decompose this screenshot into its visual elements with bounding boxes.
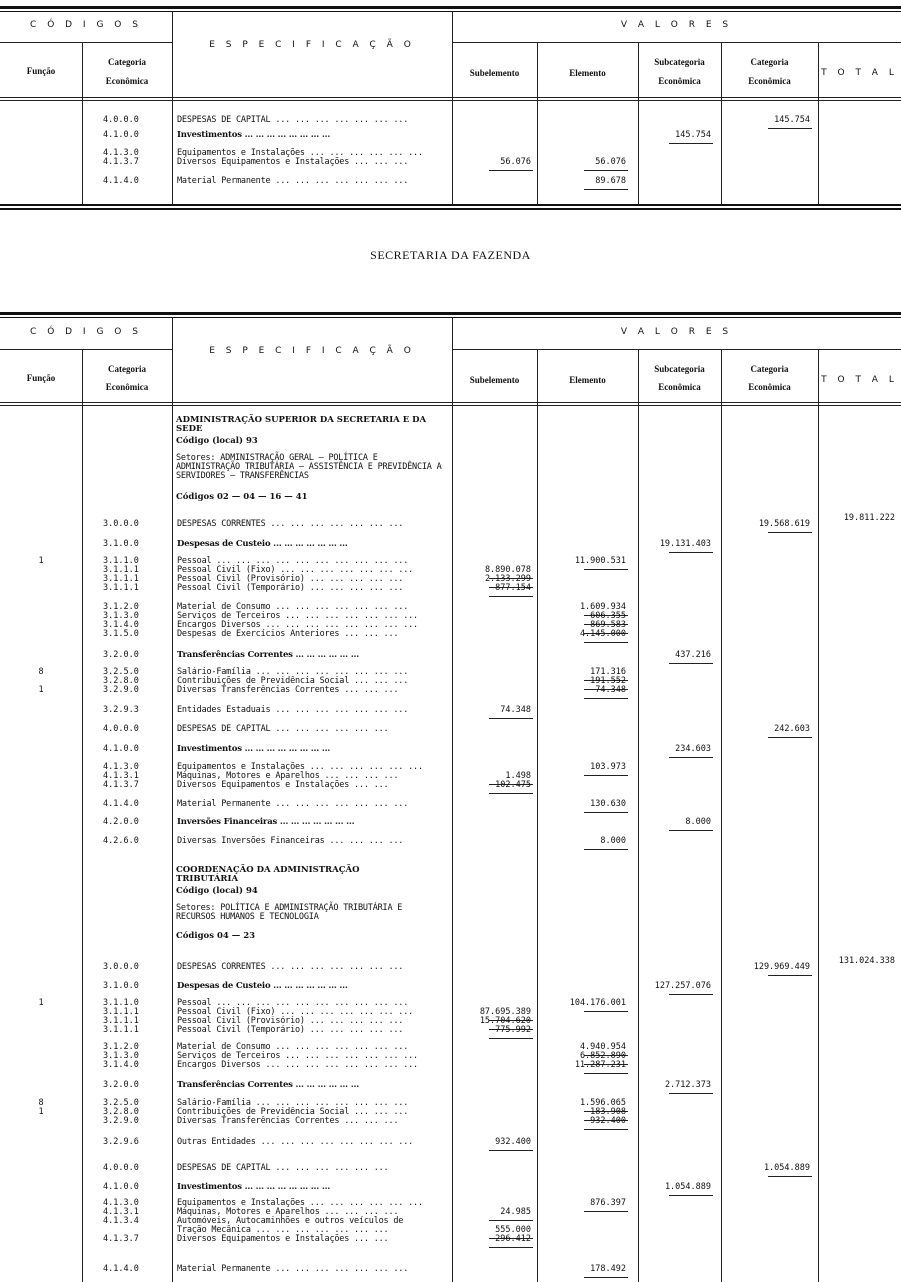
elemento-header: Elemento (569, 68, 606, 78)
t2-row-elem: 4.145.000 (579, 629, 626, 639)
elemento-header: Elemento (569, 375, 606, 385)
t2-row-elem: 11.900.531 (574, 556, 626, 566)
t2b-row-cat: 4.1.3.0 (103, 1198, 139, 1208)
t1-v2 (172, 12, 173, 204)
t2-row-sub: 2.133.299 (484, 574, 531, 584)
t2-row-cat: 3.1.3.0 (103, 611, 139, 621)
t2b-row-elem: 1.596.065 (579, 1098, 626, 1108)
t1-row-spec: Material Permanente ... ... ... ... ... ... ... (177, 176, 409, 186)
t1-row-underline (768, 128, 812, 129)
t2b-row-func: 1 (38, 998, 44, 1008)
t2-row-cat: 3.2.8.0 (103, 676, 139, 686)
t2-row-subcat: 19.131.403 (659, 539, 711, 549)
t2b-row-spec: Contribuições de Previdência Social ... ... ... (177, 1107, 409, 1117)
table2-top-rule (0, 312, 901, 315)
t1-v1 (82, 42, 83, 204)
t1-row-sub: 56.076 (500, 157, 531, 167)
t2-row-elem: 1.609.934 (579, 602, 626, 612)
t2-row-underline (584, 849, 628, 850)
t2-row-underline (768, 532, 812, 533)
t2-row-elem: 171.316 (590, 667, 626, 677)
t2-v4 (537, 349, 538, 1282)
valores-header: V A L O R E S (620, 20, 733, 30)
t2b-row-underline (489, 1038, 533, 1039)
t2-row-spec: Máquinas, Motores e Aparelhos ... ... ... ... (177, 771, 399, 781)
t2b-row-underline (768, 975, 812, 976)
t2-row-cat: 3.0.0.0 (103, 519, 139, 529)
t2b-row-underline (489, 1247, 533, 1248)
t2-row-cat: 4.1.4.0 (103, 799, 139, 809)
t2-row-cat: 4.1.3.0 (103, 762, 139, 772)
t2b-row-elem: 932.400 (590, 1116, 626, 1126)
block2-title: COORDENAÇÃO DA ADMINISTRAÇÃO TRIBUTÁRIA (176, 865, 360, 884)
t2b-row-subcat: 1.054.889 (664, 1182, 711, 1192)
table1-bottom-rule (0, 204, 901, 206)
subelemento-header: Subelemento (469, 375, 520, 385)
t2-row-spec: Diversas Inversões Financeiras ... ... ... ... (177, 836, 404, 846)
t2-row-elem: 8.000 (600, 836, 626, 846)
t2b-row-underline (669, 1093, 713, 1094)
t2b-row-subcat: 2.712.373 (664, 1080, 711, 1090)
t2-row-spec: DESPESAS CORRENTES ... ... ... ... ... ... ... (177, 519, 404, 529)
codigos-divider (0, 42, 172, 43)
t2b-row-spec: Pessoal Civil (Temporário) ... ... ... ... ... (177, 1025, 404, 1035)
t2b-row-underline (768, 1176, 812, 1177)
t1-row-spec: Investimentos ... ... ... ... ... ... ... ... (177, 130, 331, 140)
t2-row-spec: Pessoal Civil (Fixo) ... ... ... ... ... ... ... (177, 565, 414, 575)
t2b-row-cat: 3.1.2.0 (103, 1042, 139, 1052)
t1-row-underline (584, 189, 628, 190)
block1-codigo-local: Código (local) 93 (176, 436, 258, 446)
t2b-row-cat: 3.1.3.0 (103, 1051, 139, 1061)
t2-row-spec: Transferências Correntes ... ... ... ... ... ... (177, 650, 359, 660)
t2-row-cat: 3.1.4.0 (103, 620, 139, 630)
t2b-row-cat: 3.1.1.1 (103, 1007, 139, 1017)
t1-row-elem: 56.076 (595, 157, 626, 167)
t1-row-subcat: 145.754 (675, 130, 711, 140)
t2-row-elem: 74.348 (595, 685, 626, 695)
t2-row-elem: 606.355 (590, 611, 626, 621)
valores-divider (452, 349, 901, 350)
t2-v6 (721, 349, 722, 1282)
t2b-row-elem: 4.940.954 (579, 1042, 626, 1052)
t2b-row-spec: Outras Entidades ... ... ... ... ... ... ... ... (177, 1137, 414, 1147)
t2b-row-cat: 4.1.3.4 (103, 1216, 139, 1226)
categoria-valor-header: Categoria (750, 364, 789, 374)
section-title: SECRETARIA DA FAZENDA (370, 248, 531, 262)
valores-header: V A L O R E S (620, 327, 733, 337)
t1-row-underline (584, 170, 628, 171)
t2b-row-sub: 555.000 (495, 1225, 531, 1235)
block2-setores: Setores: POLÍTICA E ADMINISTRAÇÃO TRIBUTÁRIA E RECURSOS HUMANOS E TECNOLOGIA (176, 903, 403, 922)
t2-row-cat: 3.2.9.3 (103, 705, 139, 715)
t2-row-spec: Despesas de Exercícios Anteriores ... ... ... (177, 629, 399, 639)
t2-row-underline (489, 793, 533, 794)
t2-row-cat: 3.1.1.1 (103, 565, 139, 575)
categoria-header: Categoria (108, 57, 146, 67)
t2b-row-spec: Pessoal ... ... ... ... ... ... ... ... ... ... (177, 998, 409, 1008)
t2b-row-cat: 4.1.3.1 (103, 1207, 139, 1217)
t1-row-spec: Diversos Equipamentos e Instalações ... ... ... (177, 157, 409, 167)
t1-row-cat: 4.1.3.0 (103, 148, 139, 158)
especificacao-header: E S P E C I F I C A Ç Ã O (209, 346, 415, 356)
t2b-row-catv: 129.969.449 (753, 962, 810, 972)
t1-row-elem: 89.678 (595, 176, 626, 186)
t2b-row-cat: 3.2.9.6 (103, 1137, 139, 1147)
t1-row-underline (489, 170, 533, 171)
t2b-row-sub: 87.695.389 (479, 1007, 531, 1017)
t2-row-underline (584, 698, 628, 699)
t1-row-spec: Equipamentos e Instalações ... ... ... ... ... ... (177, 148, 423, 158)
t2-row-cat: 3.1.0.0 (103, 539, 139, 549)
t2b-row-underline (584, 1211, 628, 1212)
t2-row-func: 1 (38, 556, 44, 566)
block1-setores: Setores: ADMINISTRAÇÃO GERAL — POLÍTICA E ADMINISTRAÇÃO TRIBUTÁRIA — ASSISTÊNCIA E PREVIDÊNCIA A SERVIDORES — TRANSFERÊNCIAS (176, 453, 442, 481)
t2-row-cat: 3.1.5.0 (103, 629, 139, 639)
t2-row-cat: 4.1.3.7 (103, 780, 139, 790)
t1-v7 (818, 42, 819, 204)
t2b-row-spec: Investimentos ... ... ... ... ... ... ... ... (177, 1182, 331, 1192)
t1-row-cat: 4.0.0.0 (103, 115, 139, 125)
subcategoria-header: Subcategoria (654, 57, 705, 67)
t2-row-spec: Investimentos ... ... ... ... ... ... ... ... (177, 744, 331, 754)
t2-row-spec: Encargos Diversos ... ... ... ... ... ... ... ... (177, 620, 418, 630)
funcao-header: Função (26, 66, 56, 76)
t2-row-cat: 3.2.5.0 (103, 667, 139, 677)
t1-v4 (537, 42, 538, 204)
t2-row-spec: Material Permanente ... ... ... ... ... ... ... (177, 799, 409, 809)
t2b-row-elem: 183.908 (590, 1107, 626, 1117)
t2b-row-func: 8 (38, 1098, 44, 1108)
t1-row-cat: 4.1.3.7 (103, 157, 139, 167)
t2b-row-spec: Equipamentos e Instalações ... ... ... ... ... ... (177, 1198, 423, 1208)
t2b-row-spec: Serviços de Terceiros ... ... ... ... ... ... ... (177, 1051, 418, 1061)
t2b-row-spec: Despesas de Custeio ... ... ... ... ... ... ... (177, 981, 348, 991)
t2-row-spec: Despesas de Custeio ... ... ... ... ... ... ... (177, 539, 348, 549)
t2-row-spec: Contribuições de Previdência Social ... ... ... (177, 676, 409, 686)
t2b-row-elem: 876.397 (590, 1198, 626, 1208)
t2-row-sub: 877.154 (495, 583, 531, 593)
categoria-header-2: Econômica (105, 76, 149, 86)
t2b-row-spec: Material de Consumo ... ... ... ... ... ... ... (177, 1042, 409, 1052)
categoria-valor-header-2: Econômica (748, 76, 791, 86)
t2b-row-spec: Tração Mecânica ... ... ... ... ... ... ... (177, 1225, 389, 1235)
t2-row-underline (489, 596, 533, 597)
t2b-row-spec: Diversas Transferências Correntes ... ... ... (177, 1116, 399, 1126)
funcao-header: Função (26, 373, 56, 383)
t2-row-cat: 4.1.3.1 (103, 771, 139, 781)
t2b-row-spec: Máquinas, Motores e Aparelhos ... ... ... ... (177, 1207, 399, 1217)
subcategoria-header-2: Econômica (658, 76, 701, 86)
categoria-valor-header-2: Econômica (748, 382, 791, 392)
t2b-row-underline (489, 1150, 533, 1151)
t2b-row-cat: 3.1.1.1 (103, 1025, 139, 1035)
t2b-row-elem: 11.287.231 (574, 1060, 626, 1070)
t2b-row-spec: DESPESAS DE CAPITAL ... ... ... ... ... ... (177, 1163, 389, 1173)
t2b-row-underline (669, 1195, 713, 1196)
t2-row-spec: Equipamentos e Instalações ... ... ... ... ... ... (177, 762, 423, 772)
t2-row-cat: 4.1.0.0 (103, 744, 139, 754)
t2b-row-sub: 775.992 (495, 1025, 531, 1035)
t2-row-underline (669, 830, 713, 831)
t2-row-sub: 102.475 (495, 780, 531, 790)
t2-row-spec: Inversões Financeiras ... ... ... ... ... ... ... (177, 817, 355, 827)
codigos-header: C Ó D I G O S (30, 20, 142, 30)
t2b-row-spec: Automóveis, Autocaminhões e outros veículos de (177, 1216, 404, 1226)
t2-row-cat: 4.2.0.0 (103, 817, 139, 827)
t2-row-subcat: 437.216 (675, 650, 711, 660)
t2b-row-total: 131.024.338 (838, 956, 895, 966)
t2b-row-cat: 4.0.0.0 (103, 1163, 139, 1173)
t2b-row-cat: 3.1.1.0 (103, 998, 139, 1008)
t2b-row-func: 1 (38, 1107, 44, 1117)
t2-row-cat: 4.0.0.0 (103, 724, 139, 734)
t2-row-cat: 3.1.1.1 (103, 574, 139, 584)
t2-row-underline (584, 642, 628, 643)
categoria-header: Categoria (108, 364, 146, 374)
t2-row-underline (584, 569, 628, 570)
t2b-row-spec: Diversos Equipamentos e Instalações ... ... (177, 1234, 389, 1244)
t2b-row-underline (584, 1011, 628, 1012)
t2-v2 (172, 318, 173, 1282)
total-header: T O T A L (821, 68, 898, 78)
t2-row-func: 8 (38, 667, 44, 677)
t2b-row-underline (489, 1220, 533, 1221)
t2b-row-elem: 178.492 (590, 1264, 626, 1274)
t2-v5 (638, 349, 639, 1282)
t2-v1 (82, 349, 83, 1282)
t2b-row-cat: 4.1.4.0 (103, 1264, 139, 1274)
table2-header-bottom-2 (0, 405, 901, 406)
subcategoria-header: Subcategoria (654, 364, 705, 374)
t1-row-catv: 145.754 (774, 115, 810, 125)
t1-v3 (452, 12, 453, 204)
t2b-row-spec: Pessoal Civil (Provisório) ... ... ... ... ... (177, 1016, 404, 1026)
t2b-row-underline (584, 1073, 628, 1074)
table1-bottom-rule-2 (0, 208, 901, 210)
codigos-header: C Ó D I G O S (30, 327, 142, 337)
subelemento-header: Subelemento (469, 68, 520, 78)
t2-row-cat: 3.2.9.0 (103, 685, 139, 695)
table1-header-bottom-2 (0, 100, 901, 101)
t2-row-elem: 130.630 (590, 799, 626, 809)
t2-row-spec: DESPESAS DE CAPITAL ... ... ... ... ... ... (177, 724, 389, 734)
t2-row-spec: Salário-Família ... ... ... ... ... ... ... ... (177, 667, 409, 677)
t2-row-spec: Pessoal ... ... ... ... ... ... ... ... ... ... (177, 556, 409, 566)
t2b-row-cat: 4.1.3.7 (103, 1234, 139, 1244)
t2b-row-cat: 4.1.0.0 (103, 1182, 139, 1192)
t2-v3 (452, 318, 453, 1282)
block2-codigos: Códigos 04 — 23 (176, 931, 256, 941)
t2b-row-catv: 1.054.889 (763, 1163, 810, 1173)
especificacao-header: E S P E C I F I C A Ç Ã O (209, 40, 415, 50)
valores-divider (452, 42, 901, 43)
t2-row-underline (584, 812, 628, 813)
table1-top-rule (0, 6, 901, 9)
t2b-row-cat: 3.0.0.0 (103, 962, 139, 972)
t2b-row-sub: 932.400 (495, 1137, 531, 1147)
t2-row-spec: Serviços de Terceiros ... ... ... ... ... ... ... (177, 611, 418, 621)
t1-row-cat: 4.1.0.0 (103, 130, 139, 140)
t2-row-cat: 3.1.1.0 (103, 556, 139, 566)
t2b-row-underline (669, 994, 713, 995)
total-header: T O T A L (821, 375, 898, 385)
t2-row-underline (584, 775, 628, 776)
t2-row-cat: 3.1.1.1 (103, 583, 139, 593)
t2-row-spec: Diversos Equipamentos e Instalações ... ... (177, 780, 389, 790)
table2-top-rule-2 (0, 317, 901, 318)
t2-row-underline (669, 663, 713, 664)
t2-row-spec: Material de Consumo ... ... ... ... ... ... ... (177, 602, 409, 612)
t2b-row-cat: 3.1.0.0 (103, 981, 139, 991)
t2-row-spec: Pessoal Civil (Temporário) ... ... ... ... ... (177, 583, 404, 593)
t2b-row-cat: 3.1.1.1 (103, 1016, 139, 1026)
t2b-row-underline (584, 1129, 628, 1130)
t1-v6 (721, 42, 722, 204)
t2b-row-cat: 3.2.9.0 (103, 1116, 139, 1126)
t2-row-subcat: 234.603 (675, 744, 711, 754)
block1-title: ADMINISTRAÇÃO SUPERIOR DA SECRETARIA E DA SEDE (176, 415, 427, 434)
t2-row-cat: 4.2.6.0 (103, 836, 139, 846)
t2-row-elem: 103.973 (590, 762, 626, 772)
t2-row-underline (669, 757, 713, 758)
t2-row-subcat: 8.000 (685, 817, 711, 827)
t2b-row-spec: Encargos Diversos ... ... ... ... ... ... ... ... (177, 1060, 418, 1070)
t2b-row-cat: 3.2.8.0 (103, 1107, 139, 1117)
t2b-row-sub: 296.412 (495, 1234, 531, 1244)
t2-row-cat: 3.2.0.0 (103, 650, 139, 660)
t2-row-cat: 3.1.2.0 (103, 602, 139, 612)
t2b-row-cat: 3.2.5.0 (103, 1098, 139, 1108)
t2b-row-underline (584, 1277, 628, 1278)
t2-row-underline (669, 552, 713, 553)
t2-row-elem: 191.552 (590, 676, 626, 686)
t2-row-spec: Diversas Transferências Correntes ... ... ... (177, 685, 399, 695)
t2b-row-spec: Transferências Correntes ... ... ... ... ... ... (177, 1080, 359, 1090)
t2b-row-spec: DESPESAS CORRENTES ... ... ... ... ... ... ... (177, 962, 404, 972)
t2b-row-elem: 104.176.001 (569, 998, 626, 1008)
table1-top-rule-2 (0, 11, 901, 12)
t2-row-elem: 869.583 (590, 620, 626, 630)
t2-row-catv: 242.603 (774, 724, 810, 734)
t1-row-cat: 4.1.4.0 (103, 176, 139, 186)
t2-row-sub: 1.498 (505, 771, 531, 781)
categoria-valor-header: Categoria (750, 57, 789, 67)
t1-row-spec: DESPESAS DE CAPITAL ... ... ... ... ... ... ... (177, 115, 409, 125)
table1-header-bottom (0, 97, 901, 98)
categoria-header-2: Econômica (105, 382, 149, 392)
t2b-row-sub: 24.985 (500, 1207, 531, 1217)
t2-row-sub: 8.890.078 (484, 565, 531, 575)
t2-row-spec: Pessoal Civil (Provisório) ... ... ... ... ... (177, 574, 404, 584)
t2b-row-elem: 6.852.890 (579, 1051, 626, 1061)
block2-codigo-local: Código (local) 94 (176, 886, 258, 896)
t2b-row-subcat: 127.257.076 (654, 981, 711, 991)
t2b-row-spec: Salário-Família ... ... ... ... ... ... ... ... (177, 1098, 409, 1108)
t2-row-underline (489, 718, 533, 719)
t2b-row-spec: Pessoal Civil (Fixo) ... ... ... ... ... ... ... (177, 1007, 414, 1017)
table2-header-bottom (0, 402, 901, 403)
t2-row-catv: 19.568.619 (758, 519, 810, 529)
t2-row-func: 1 (38, 685, 44, 695)
t2-row-underline (768, 737, 812, 738)
t2b-row-sub: 15.704.620 (479, 1016, 531, 1026)
t2-row-spec: Entidades Estaduais ... ... ... ... ... ... ... (177, 705, 409, 715)
t2-row-sub: 74.348 (500, 705, 531, 715)
subcategoria-header-2: Econômica (658, 382, 701, 392)
t2b-row-cat: 3.2.0.0 (103, 1080, 139, 1090)
t1-v5 (638, 42, 639, 204)
block1-codigos: Códigos 02 — 04 — 16 — 41 (176, 492, 308, 502)
t2-row-total: 19.811.222 (843, 513, 895, 523)
t2b-row-spec: Material Permanente ... ... ... ... ... ... ... (177, 1264, 409, 1274)
t1-row-underline (669, 143, 713, 144)
t2-v7 (818, 349, 819, 1282)
t2b-row-cat: 3.1.4.0 (103, 1060, 139, 1070)
codigos-divider (0, 349, 172, 350)
